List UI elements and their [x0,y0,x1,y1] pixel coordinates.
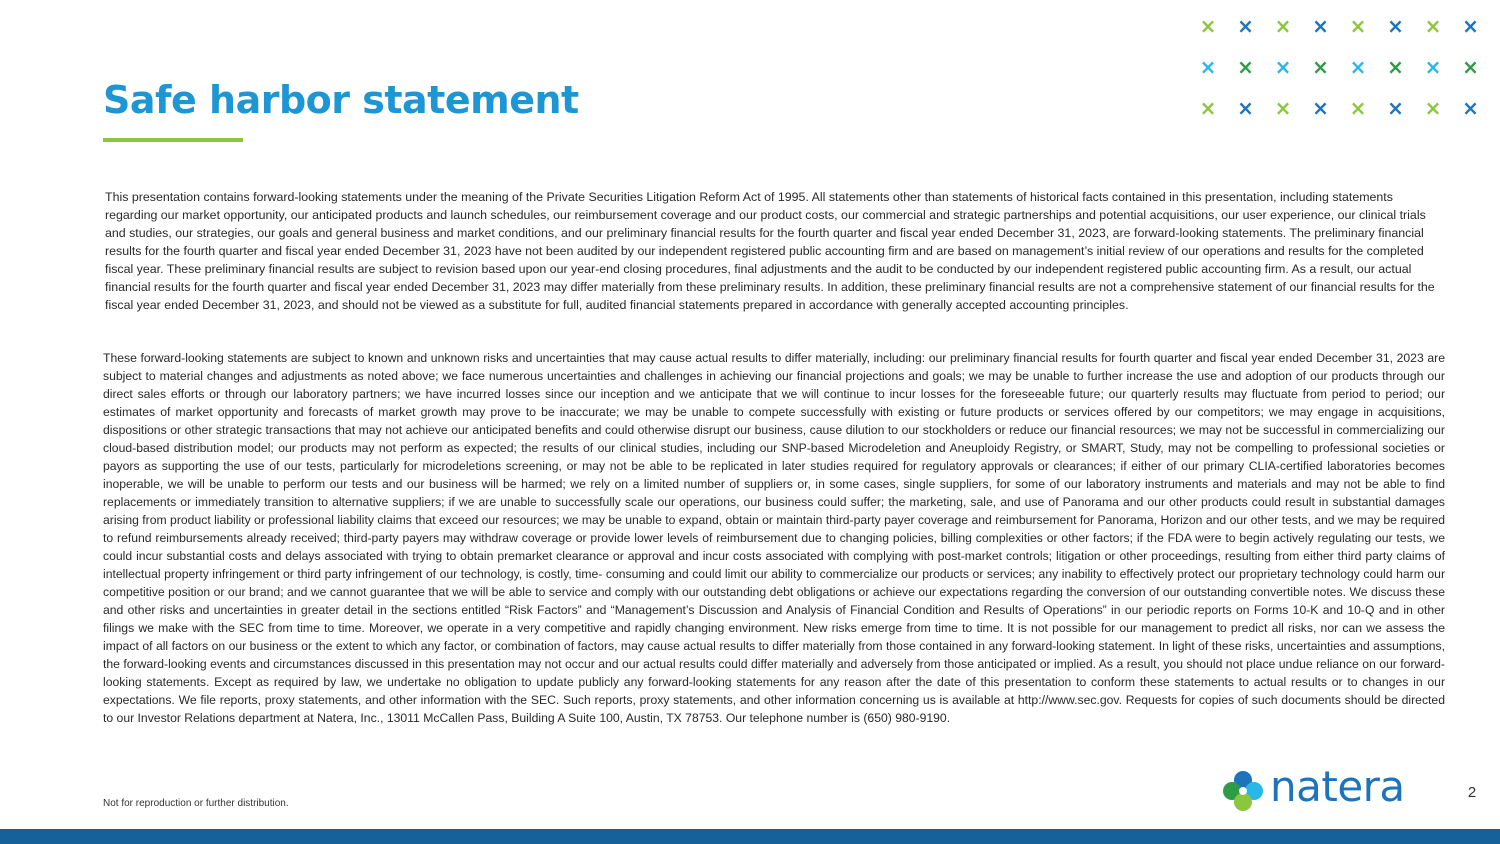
x-mark-decoration: × [1199,96,1217,120]
x-mark-decoration: × [1424,14,1442,38]
x-mark-decoration: × [1387,14,1404,38]
x-mark-decoration: × [1237,14,1254,38]
x-pattern-decoration [1196,14,1486,124]
risk-factors-paragraph: These forward-looking statements are subject to known and unknown risks and uncertainties that may cause actual results to differ materially, including: our preliminary financial results for fourth quarter and fiscal year ended December 31, 2023 are subject to material changes and adjustments as noted above; we face numerous uncertainties and challenges in achieving our financial projections and goals; we may be unable to further increase the use and adoption of our products through our direct sales efforts or through our laboratory partners; we have incurred losses since our inception and we anticipate that we will continue to incur losses for the foreseeable future; our quarterly results may fluctuate from period to period; our estimates of market opportunity and forecasts of market growth may prove to be inaccurate; we may be unable to compete successfully with existing or future products or services offered by our competitors; we may engage in acquisitions, dispositions or other strategic transactions that may not achieve our anticipated benefits and could otherwise disrupt our business, cause dilution to our stockholders or reduce our financial resources; we may not be successful in commercializing our cloud-based distribution model; our products may not perform as expected; the results of our clinical studies, including our SNP-based Microdeletion and Aneuploidy Registry, or SMART, Study, may not be compelling to professional societies or payors as supporting the use of our tests, particularly for microdeletions screening, or may not be able to be replicated in later studies required for regulatory approvals or clearances; if either of our primary CLIA-certified laboratories becomes inoperable, we will be unable to perform our tests and our business will be harmed; we rely on a limited number of suppliers or, in some cases, single suppliers, for some of our laboratory instruments and materials and may not be able to find replacements or immediately transition to alternative suppliers; if we are unable to successfully scale our operations, our business could suffer; the marketing, sale, and use of Panorama and our other products could result in substantial damages arising from product liability or professional liability claims that exceed our resources; we may be unable to expand, obtain or maintain third-party payer coverage and reimbursement for Panorama, Horizon and our other tests, and we may be required to refund reimbursements already received; third-party payers may withdraw coverage or provide lower levels of reimbursement due to changing policies, billing complexities or other factors; if the FDA were to begin actively regulating our tests, we could incur substantial costs and delays associated with trying to obtain premarket clearance or approval and incur costs associated with complying with post-market controls; litigation or other proceedings, resulting from either third party claims of intellectual property infringement or third party infringement of our technology, is costly, time- consuming and could limit our ability to commercialize our products or services; any inability to effectively protect our proprietary technology could harm our competitive position or our brand; and we cannot guarantee that we will be able to service and comply with our outstanding debt obligations or achieve our expectations regarding the conversion of our outstanding convertible notes. We discuss these and other risks and uncertainties in greater detail in the sections entitled “Risk Factors” and “Management’s Discussion and Analysis of Financial Condition and Results of Operations” in our periodic reports on Forms 10-K and 10-Q and in other filings we make with the SEC from time to time. Moreover, we operate in a very competitive and rapidly changing environment. New risks emerge from time to time. It is not possible for our management to predict all risks, nor can we assess the impact of all factors on our business or the extent to which any factor, or combination of factors, may cause actual results to differ materially from those contained in any forward-looking statement. In light of these risks, uncertainties and assumptions, the forward-looking events and circumstances discussed in this presentation may not occur and our actual results could differ materially and adversely from those anticipated or implied. As a result, you should not place undue reliance on our forward-looking statements. Except as required by law, we undertake no obligation to update publicly any forward-looking statements for any reason after the date of this presentation to conform these statements to actual results or to changes in our expectations. We file reports, proxy statements, and other information with the SEC. Such reports, proxy statements, and other information concerning us is available at http://www.sec.gov. Requests for copies of such documents should be directed to our Investor Relations department at Natera, Inc., 13011 McCallen Pass, Building A Suite 100, Austin, TX 78753. Our telephone number is (650) 980-9190. [103,351,1445,725]
page-title: Safe harbor statement [103,78,579,122]
x-mark-decoration: × [1462,14,1479,38]
x-mark-decoration: × [1274,96,1292,120]
x-mark-decoration: × [1349,14,1367,38]
x-mark-decoration: × [1237,55,1254,79]
x-mark-decoration: × [1312,96,1329,120]
x-mark-decoration: × [1349,55,1367,79]
x-mark-decoration: × [1387,96,1404,120]
x-mark-decoration: × [1462,55,1479,79]
clover-leaf-bottom [1234,793,1252,811]
x-mark-decoration: × [1387,55,1404,79]
natera-logo [1222,762,1422,814]
clover-center [1239,787,1247,795]
x-mark-decoration: × [1199,55,1217,79]
page-number: 2 [1467,784,1477,801]
x-mark-decoration: × [1424,55,1442,79]
logo-wordmark: natera [1270,762,1405,811]
x-mark-decoration: × [1237,96,1254,120]
x-mark-decoration: × [1312,14,1329,38]
x-mark-decoration: × [1274,14,1292,38]
x-mark-decoration: × [1274,55,1292,79]
x-mark-decoration: × [1424,96,1442,120]
x-mark-decoration: × [1462,96,1479,120]
footnote: Not for reproduction or further distribution. [103,798,289,809]
x-mark-decoration: × [1349,96,1367,120]
footer-bar [0,829,1500,844]
x-mark-decoration: × [1312,55,1329,79]
x-mark-decoration: × [1199,14,1217,38]
natera-clover-icon [1222,770,1264,812]
intro-paragraph: This presentation contains forward-looking statements under the meaning of the Private Securities Litigation Reform Act of 1995. All statements other than statements of historical facts contained in this presentation, including statements regarding our market opportunity, our anticipated products and launch schedules, our reimbursement coverage and our product costs, our commercial and strategic partnerships and potential acquisitions, our user experience, our clinical trials and studies, our strategies, our goals and general business and market conditions, and our preliminary financial results for the fourth quarter and fiscal year ended December 31, 2023, are forward-looking statements. The preliminary financial results for the fourth quarter and fiscal year ended December 31, 2023 have not been audited by our independent registered public accounting firm and are based on management’s initial review of our operations and results for the completed fiscal year. These preliminary financial results are subject to revision based upon our year-end closing procedures, final adjustments and the audit to be conducted by our independent registered public accounting firm. As a result, our actual financial results for the fourth quarter and fiscal year ended December 31, 2023 may differ materially from these preliminary results. In addition, these preliminary financial results are not a comprehensive statement of our financial results for the fiscal year ended December 31, 2023, and should not be viewed as a substitute for full, audited financial statements prepared in accordance with generally accepted accounting principles. [105,190,1435,312]
title-underline [103,138,243,142]
